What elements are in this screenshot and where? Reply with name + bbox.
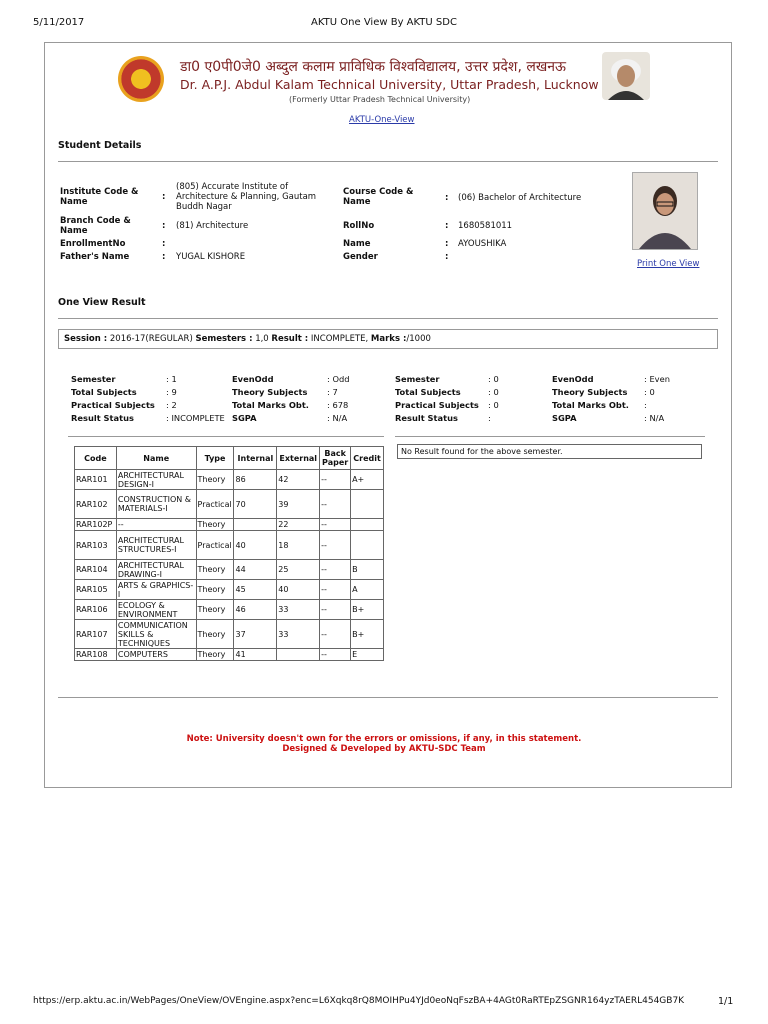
table-cell: B+ xyxy=(351,620,384,649)
table-cell xyxy=(351,519,384,531)
university-formerly: (Formerly Uttar Pradesh Technical University) xyxy=(289,95,471,104)
result-table xyxy=(74,446,384,661)
aktu-one-view-link[interactable]: AKTU-One-View xyxy=(349,115,415,125)
table-cell: 40 xyxy=(277,580,320,600)
table-cell: 70 xyxy=(234,490,277,519)
column-header: Back Paper xyxy=(320,447,351,470)
print-title: AKTU One View By AKTU SDC xyxy=(311,17,457,28)
no-result-message: No Result found for the above semester. xyxy=(397,444,702,459)
table-cell: COMMUNICATION SKILLS & TECHNIQUES xyxy=(116,620,196,649)
table-cell: RAR102 xyxy=(75,490,117,519)
table-cell: ARCHITECTURAL DESIGN-I xyxy=(116,470,196,490)
table-cell: RAR101 xyxy=(75,470,117,490)
table-cell: -- xyxy=(320,580,351,600)
divider xyxy=(395,436,705,437)
sem-left-result-status-value: : INCOMPLETE xyxy=(166,413,225,423)
colon: : xyxy=(445,239,449,249)
sem-right-evenodd-value: : Even xyxy=(644,374,670,384)
table-row xyxy=(75,620,384,649)
table-cell: 25 xyxy=(277,560,320,580)
rollno-label: RollNo xyxy=(343,221,375,231)
branch-value: (81) Architecture xyxy=(176,221,249,231)
semesters-label: Semesters : xyxy=(195,334,253,344)
table-cell xyxy=(277,649,320,661)
sem-right-total-subjects-label: Total Subjects xyxy=(395,387,461,397)
divider xyxy=(58,318,718,319)
sem-right-practical-subjects-label: Practical Subjects xyxy=(395,400,479,410)
table-cell: 40 xyxy=(234,531,277,560)
table-cell: Theory xyxy=(196,620,234,649)
institute-label: Institute Code & Name xyxy=(60,187,139,207)
table-cell: 18 xyxy=(277,531,320,560)
table-cell: 44 xyxy=(234,560,277,580)
enrollment-label: EnrollmentNo xyxy=(60,239,126,249)
table-row xyxy=(75,580,384,600)
table-cell: 86 xyxy=(234,470,277,490)
print-url: https://erp.aktu.ac.in/WebPages/OneView/OVEngine.aspx?enc=L6Xqkq8rQ8MOIHPu4YJd0eoNqFszBA+4AGt0RaRTEpZSGNR164yzTAERL454GB7K xyxy=(33,996,685,1006)
university-name-english: Dr. A.P.J. Abdul Kalam Technical University, Uttar Pradesh, Lucknow xyxy=(180,77,599,92)
table-cell: -- xyxy=(320,620,351,649)
table-cell xyxy=(351,490,384,519)
table-cell: Theory xyxy=(196,519,234,531)
marks-value: /1000 xyxy=(406,334,431,344)
sem-right-sgpa-value: : N/A xyxy=(644,413,665,423)
student-details-heading: Student Details xyxy=(58,140,142,151)
rollno-value: 1680581011 xyxy=(458,221,513,231)
sem-right-theory-subjects-label: Theory Subjects xyxy=(552,387,628,397)
table-row xyxy=(75,600,384,620)
name-label: Name xyxy=(343,239,371,249)
course-value: (06) Bachelor of Architecture xyxy=(458,193,582,203)
table-cell: ARCHITECTURAL DRAWING-I xyxy=(116,560,196,580)
developer-credit: Designed & Developed by AKTU-SDC Team xyxy=(282,744,486,754)
table-cell: ARCHITECTURAL STRUCTURES-I xyxy=(116,531,196,560)
table-cell: B+ xyxy=(351,600,384,620)
father-value: YUGAL KISHORE xyxy=(176,252,246,262)
table-row xyxy=(75,470,384,490)
table-cell: -- xyxy=(320,470,351,490)
table-cell: 39 xyxy=(277,490,320,519)
table-cell: 45 xyxy=(234,580,277,600)
column-header: Type xyxy=(196,447,234,470)
sem-right-semester-value: : 0 xyxy=(488,374,499,384)
table-cell: 22 xyxy=(277,519,320,531)
table-cell: E xyxy=(351,649,384,661)
table-body xyxy=(75,470,384,661)
column-header: Credit xyxy=(351,447,384,470)
table-cell: 46 xyxy=(234,600,277,620)
name-value: AYOUSHIKA xyxy=(458,239,507,249)
sem-left-semester-value: : 1 xyxy=(166,374,177,384)
table-cell: 33 xyxy=(277,620,320,649)
table-cell: -- xyxy=(320,649,351,661)
table-cell: -- xyxy=(116,519,196,531)
institute-value: (805) Accurate Institute of Architecture & Planning, Gautam Buddh Nagar xyxy=(176,182,317,212)
colon: : xyxy=(162,239,166,249)
university-seal-icon xyxy=(118,56,164,102)
table-cell: 37 xyxy=(234,620,277,649)
table-cell: RAR105 xyxy=(75,580,117,600)
table-cell: A+ xyxy=(351,470,384,490)
session-summary xyxy=(64,334,431,344)
kalam-portrait-icon xyxy=(602,52,650,100)
disclaimer-note: Note: University doesn't own for the errors or omissions, if any, in this statement. xyxy=(186,734,582,744)
sem-left-theory-subjects-label: Theory Subjects xyxy=(232,387,308,397)
table-cell: -- xyxy=(320,531,351,560)
table-row xyxy=(75,490,384,519)
result-label: Result : xyxy=(271,334,309,344)
table-cell: ARTS & GRAPHICS-I xyxy=(116,580,196,600)
divider xyxy=(68,436,384,437)
table-row xyxy=(75,519,384,531)
table-cell: -- xyxy=(320,490,351,519)
table-cell: RAR106 xyxy=(75,600,117,620)
sem-left-total-subjects-value: : 9 xyxy=(166,387,177,397)
table-cell: RAR103 xyxy=(75,531,117,560)
table-header-row xyxy=(75,447,384,470)
semesters-value: 1,0 xyxy=(255,334,269,344)
sem-right-practical-subjects-value: : 0 xyxy=(488,400,499,410)
column-header: Code xyxy=(75,447,117,470)
table-cell xyxy=(351,531,384,560)
sem-left-sgpa-label: SGPA xyxy=(232,413,257,423)
result-value: INCOMPLETE, xyxy=(310,334,369,344)
sem-left-practical-subjects-label: Practical Subjects xyxy=(71,400,155,410)
sem-left-total-marks-label: Total Marks Obt. xyxy=(232,400,309,410)
table-cell: RAR102P xyxy=(75,519,117,531)
table-cell: Theory xyxy=(196,649,234,661)
sem-left-sgpa-value: : N/A xyxy=(327,413,348,423)
table-cell xyxy=(234,519,277,531)
sem-right-total-subjects-value: : 0 xyxy=(488,387,499,397)
gender-label: Gender xyxy=(343,252,378,262)
table-cell: Theory xyxy=(196,600,234,620)
table-cell: Theory xyxy=(196,470,234,490)
colon: : xyxy=(162,221,166,231)
session-value: 2016-17(REGULAR) xyxy=(109,334,193,344)
colon: : xyxy=(162,252,166,262)
print-page-number: 1/1 xyxy=(718,996,734,1007)
sem-left-result-status-label: Result Status xyxy=(71,413,134,423)
table-cell: Theory xyxy=(196,580,234,600)
sem-left-evenodd-value: : Odd xyxy=(327,374,350,384)
university-name-hindi: डा0 ए0पी0जे0 अब्दुल कलाम प्राविधिक विश्वविद्यालय, उत्तर प्रदेश, लखनऊ xyxy=(180,59,567,75)
table-cell: 42 xyxy=(277,470,320,490)
table-cell: RAR104 xyxy=(75,560,117,580)
sem-left-theory-subjects-value: : 7 xyxy=(327,387,338,397)
table-row xyxy=(75,560,384,580)
one-view-heading: One View Result xyxy=(58,297,146,308)
table-cell: COMPUTERS xyxy=(116,649,196,661)
sem-right-total-marks-label: Total Marks Obt. xyxy=(552,400,629,410)
print-one-view-link[interactable]: Print One View xyxy=(637,259,700,269)
table-cell: -- xyxy=(320,519,351,531)
column-header: Name xyxy=(116,447,196,470)
table-cell: A xyxy=(351,580,384,600)
table-row xyxy=(75,649,384,661)
sem-left-evenodd-label: EvenOdd xyxy=(232,374,274,384)
result-card xyxy=(44,42,732,788)
colon: : xyxy=(445,221,449,231)
table-cell: Practical xyxy=(196,531,234,560)
table-row xyxy=(75,531,384,560)
colon: : xyxy=(445,252,449,262)
table-cell: RAR107 xyxy=(75,620,117,649)
column-header: External xyxy=(277,447,320,470)
table-cell: RAR108 xyxy=(75,649,117,661)
student-photo-icon xyxy=(632,172,698,250)
table-cell: ECOLOGY & ENVIRONMENT xyxy=(116,600,196,620)
sem-right-sgpa-label: SGPA xyxy=(552,413,577,423)
sem-right-theory-subjects-value: : 0 xyxy=(644,387,655,397)
sem-left-semester-label: Semester xyxy=(71,374,116,384)
sem-right-result-status-label: Result Status xyxy=(395,413,458,423)
divider xyxy=(58,697,718,698)
table-cell: Theory xyxy=(196,560,234,580)
sem-left-total-marks-value: : 678 xyxy=(327,400,349,410)
table-cell: Practical xyxy=(196,490,234,519)
table-cell: CONSTRUCTION & MATERIALS-I xyxy=(116,490,196,519)
session-label: Session : xyxy=(64,334,108,344)
table-cell: 41 xyxy=(234,649,277,661)
divider xyxy=(58,161,718,162)
table-cell: -- xyxy=(320,560,351,580)
table-cell: 33 xyxy=(277,600,320,620)
sem-left-total-subjects-label: Total Subjects xyxy=(71,387,137,397)
sem-right-evenodd-label: EvenOdd xyxy=(552,374,594,384)
sem-right-total-marks-value: : xyxy=(644,400,647,410)
column-header: Internal xyxy=(234,447,277,470)
table-cell: -- xyxy=(320,600,351,620)
colon: : xyxy=(162,192,166,202)
sem-right-semester-label: Semester xyxy=(395,374,440,384)
father-label: Father's Name xyxy=(60,252,130,262)
sem-left-practical-subjects-value: : 2 xyxy=(166,400,177,410)
sem-right-result-status-value: : xyxy=(488,413,491,423)
course-label: Course Code & Name xyxy=(343,187,414,207)
print-date: 5/11/2017 xyxy=(33,17,85,28)
colon: : xyxy=(445,193,449,203)
branch-label: Branch Code & Name xyxy=(60,216,131,236)
marks-label: Marks : xyxy=(370,334,407,344)
table-cell: B xyxy=(351,560,384,580)
